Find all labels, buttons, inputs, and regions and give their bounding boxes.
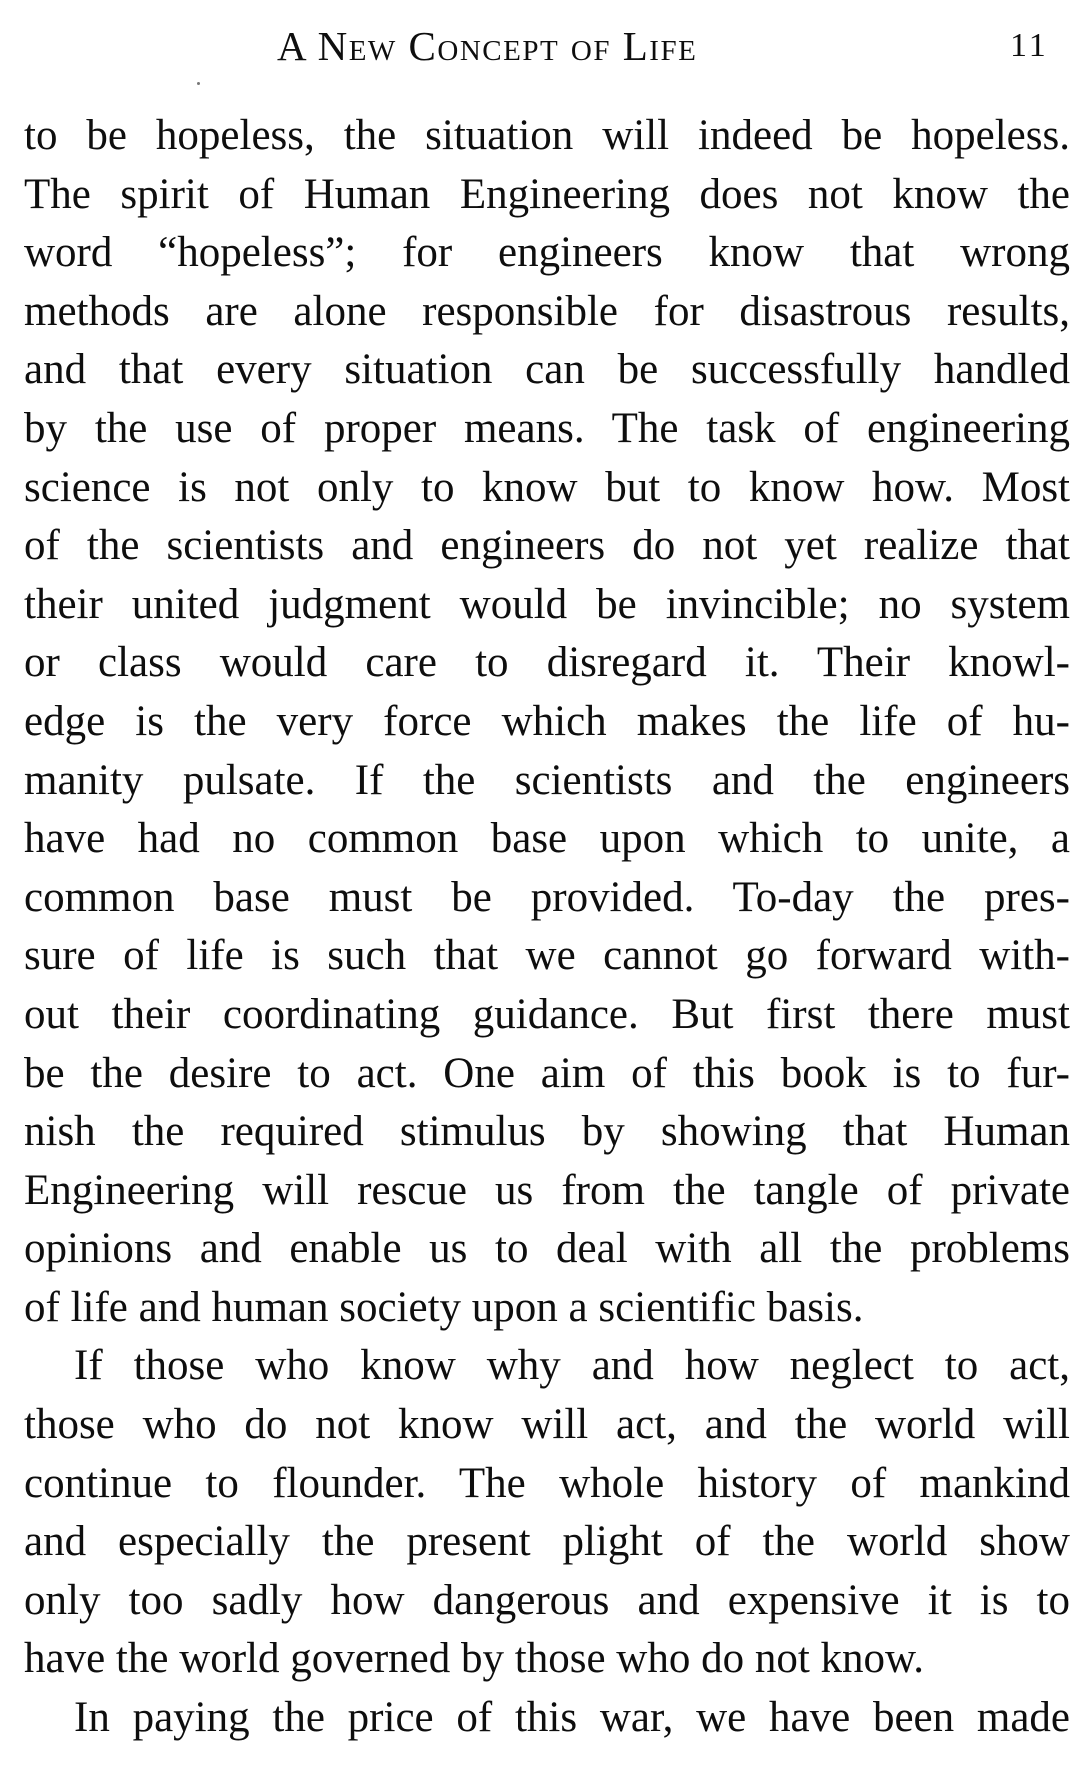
text-line: by the use of proper means. The task of engineering — [24, 404, 1070, 452]
text-line: common base must be provided. To-day the pres- — [24, 873, 1070, 921]
running-head — [0, 16, 1089, 76]
text-line: nish the required stimulus by showing that Human — [24, 1108, 1070, 1156]
text-line: edge is the very force which makes the life of hu- — [24, 697, 1070, 745]
text-line: science is not only to know but to know how. Most — [24, 463, 1070, 511]
text-line: of the scientists and engineers do not yet realize that — [24, 522, 1070, 570]
text-line: and that every situation can be successfully handled — [24, 346, 1070, 394]
text-line: If those who know why and how neglect to act, — [74, 1342, 1070, 1390]
text-line: The spirit of Human Engineering does not know the — [24, 170, 1070, 218]
running-title: A New Concept of Life — [277, 23, 698, 69]
text-line: to be hopeless, the situation will indeed be hopeless. — [24, 112, 1070, 159]
page-number: 11 — [1010, 27, 1049, 64]
text-line: Engineering will rescue us from the tangle of private — [24, 1166, 1070, 1214]
text-line: those who do not know will act, and the world will — [24, 1401, 1070, 1449]
text-line: opinions and enable us to deal with all the problems — [24, 1225, 1070, 1273]
body-text — [24, 107, 1070, 1748]
text-line: only too sadly how dangerous and expensive it is to — [24, 1576, 1070, 1624]
text-line: methods are alone responsible for disastrous results, — [24, 287, 1070, 335]
text-line: be the desire to act. One aim of this book is to fur- — [24, 1049, 1070, 1097]
text-line: of life and human society upon a scientific basis. — [24, 1283, 864, 1331]
text-line: continue to flounder. The whole history of mankind — [24, 1459, 1070, 1507]
text-line: have had no common base upon which to unite, a — [24, 815, 1070, 863]
text-line: sure of life is such that we cannot go forward with- — [24, 932, 1070, 980]
text-line: and especially the present plight of the world show — [24, 1518, 1070, 1566]
text-line: out their coordinating guidance. But first there must — [24, 990, 1070, 1038]
text-line: have the world governed by those who do not know. — [24, 1635, 925, 1683]
print-speck — [197, 82, 200, 85]
text-line: word “hopeless”; for engineers know that wrong — [24, 229, 1070, 277]
text-line: their united judgment would be invincible; no system — [24, 580, 1070, 628]
text-line: In paying the price of this war, we have been made — [74, 1694, 1070, 1742]
text-line: or class would care to disregard it. Their knowl- — [24, 639, 1070, 687]
text-line: manity pulsate. If the scientists and the engineers — [24, 756, 1070, 804]
